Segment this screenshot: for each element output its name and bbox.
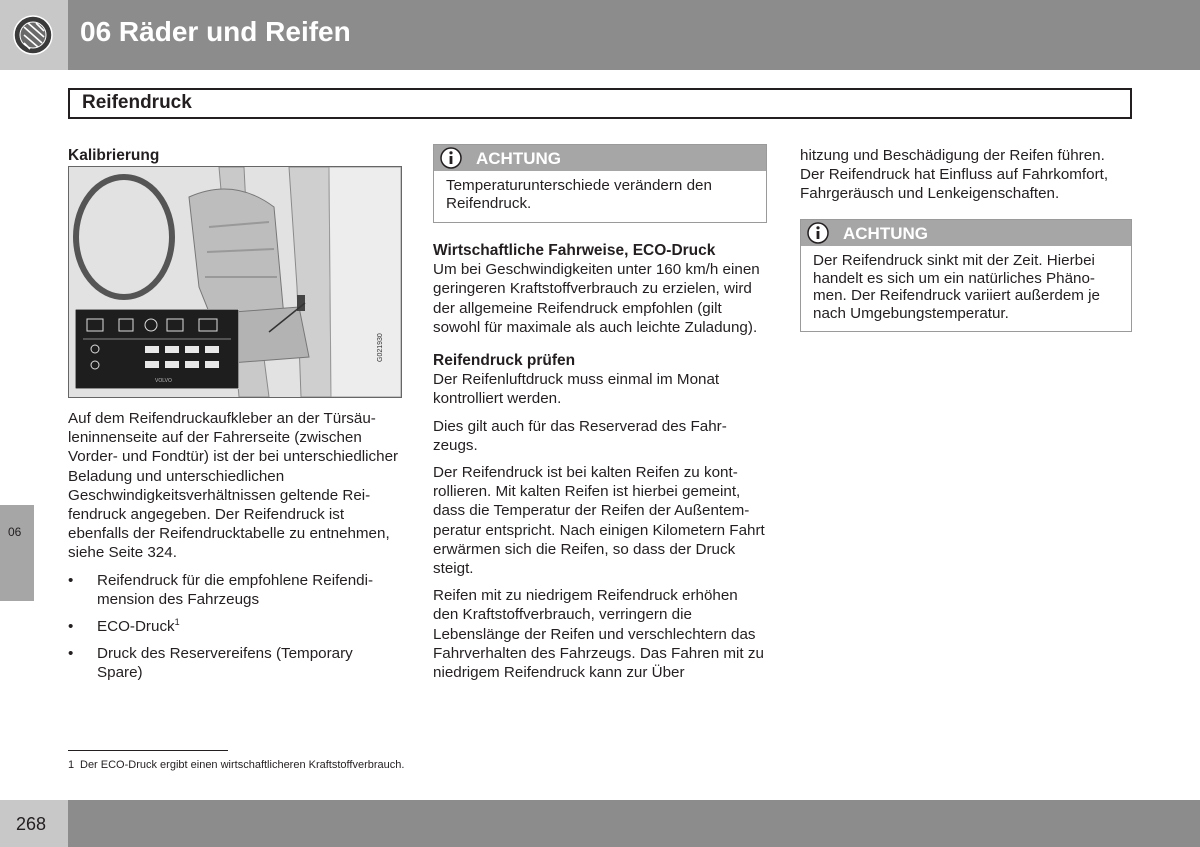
left-body [68, 409, 400, 691]
heading-kalibrierung: Kalibrierung [68, 147, 160, 164]
door-pillar-figure [68, 166, 402, 398]
warning-header [434, 145, 766, 171]
heading-eco: Wirtschaftliche Fahrweise, ECO-Druck [433, 242, 716, 259]
warning-header [801, 220, 1131, 246]
check-paragraph-1: Der Reifenluftdruck muss einmal im Monat kontrolliert werden. [433, 371, 720, 408]
bullet-list [68, 571, 400, 683]
warning-text: Temperaturunterschiede verändern den Reifendruck. [446, 177, 712, 212]
warning-title: ACHTUNG [476, 149, 561, 168]
chapter-side-tab [0, 505, 34, 601]
list-item-text: ECO-Druck [97, 618, 175, 636]
info-icon [807, 222, 829, 244]
section-title: Reifendruck [82, 92, 192, 113]
bullet-icon: • [68, 645, 74, 663]
footnote-text: Der ECO-Druck ergibt einen wirtschaftlicheren Kraftstoffverbrauch. [80, 759, 405, 771]
warning-box-pressure [800, 219, 1132, 332]
chapter-title: 06 Räder und Reifen [80, 16, 351, 47]
footnote [68, 759, 404, 771]
middle-column [433, 241, 765, 690]
section-header [68, 88, 1132, 119]
right-column [800, 146, 1132, 212]
list-item-text: Druck des Reservereifens (Temporary Spare) [97, 645, 353, 682]
page-number: 268 [16, 814, 47, 834]
chapter-icon-box [0, 0, 68, 70]
info-icon [440, 147, 462, 169]
warning-title: ACHTUNG [843, 224, 928, 243]
check-paragraph-3: Der Reifendruck ist bei kalten Reifen zu kontrollieren. Mit kalten Reifen ist hierbei gemeint, dass die Temperatur der Reifen der Außentemperatur entspricht. Nach einigen Kilometern Fahrt erwärmen sich die Reifen, so dass der Druck steigt. [433, 464, 765, 578]
eco-paragraph: Um bei Geschwindigkeiten unter 160 km/h einen geringeren Kraftstoffverbrauch zu erzielen, wird der allgemeine Reifendruck empfohlen (gilt sowohl für maximale als auch leichte Zuladung). [433, 261, 760, 336]
left-paragraph: Auf dem Reifendruckaufkleber an der Türsäuleninnenseite auf der Fahrerseite (zwischen Vorder- und Fondtür) ist der bei unterschiedlicher Beladung und unterschiedlichen Geschwindigkeitsverhältnissen geltende Reifendruck angegeben. Der Reifendruck ist ebenfalls der Reifendrucktabelle zu entnehmen, siehe Seite 324. [68, 410, 399, 562]
label-brand: VOLVO [155, 378, 172, 384]
list-item [68, 571, 400, 609]
list-item-text: Reifendruck für die empfohlene Reifendimension des Fahrzeugs [97, 571, 374, 608]
continuation-paragraph: hitzung und Beschädigung der Reifen führen. Der Reifendruck hat Einfluss auf Fahrkomfort, Fahrgeräusch und Lenkeigenschaften. [800, 147, 1109, 203]
footnote-ref: 1 [174, 616, 180, 627]
bullet-icon: • [68, 618, 74, 636]
heading-check: Reifendruck prüfen [433, 352, 576, 370]
side-tab-label: 06 [8, 525, 22, 539]
list-item [68, 644, 400, 682]
footnote-number: 1 [68, 759, 75, 771]
check-paragraph-4: Reifen mit zu niedrigem Reifendruck erhöhen den Kraftstoffverbrauch, verringern die Lebenslänge der Reifen und verschlechtern das Fahrverhalten des Fahrzeugs. Das Fahren mit zu niedrigem Reifendruck kann zur Über [433, 587, 764, 682]
check-paragraph-2: Dies gilt auch für das Reserverad des Fahrzeugs. [433, 417, 727, 454]
warning-text: Der Reifendruck sinkt mit der Zeit. Hierbei handelt es sich um ein natürliches Phänomen. Der Reifendruck variiert außerdem je nach Umgebungstemperatur. [813, 252, 1100, 322]
bullet-icon: • [68, 571, 74, 589]
footnote-divider [68, 750, 228, 751]
page-footer [0, 800, 1200, 847]
warning-box-temperature [433, 144, 767, 223]
tire-icon [12, 14, 54, 56]
tire-pressure-label [75, 309, 239, 389]
figure-code: G021930 [377, 333, 384, 362]
list-item [68, 617, 400, 636]
left-column [68, 146, 400, 165]
